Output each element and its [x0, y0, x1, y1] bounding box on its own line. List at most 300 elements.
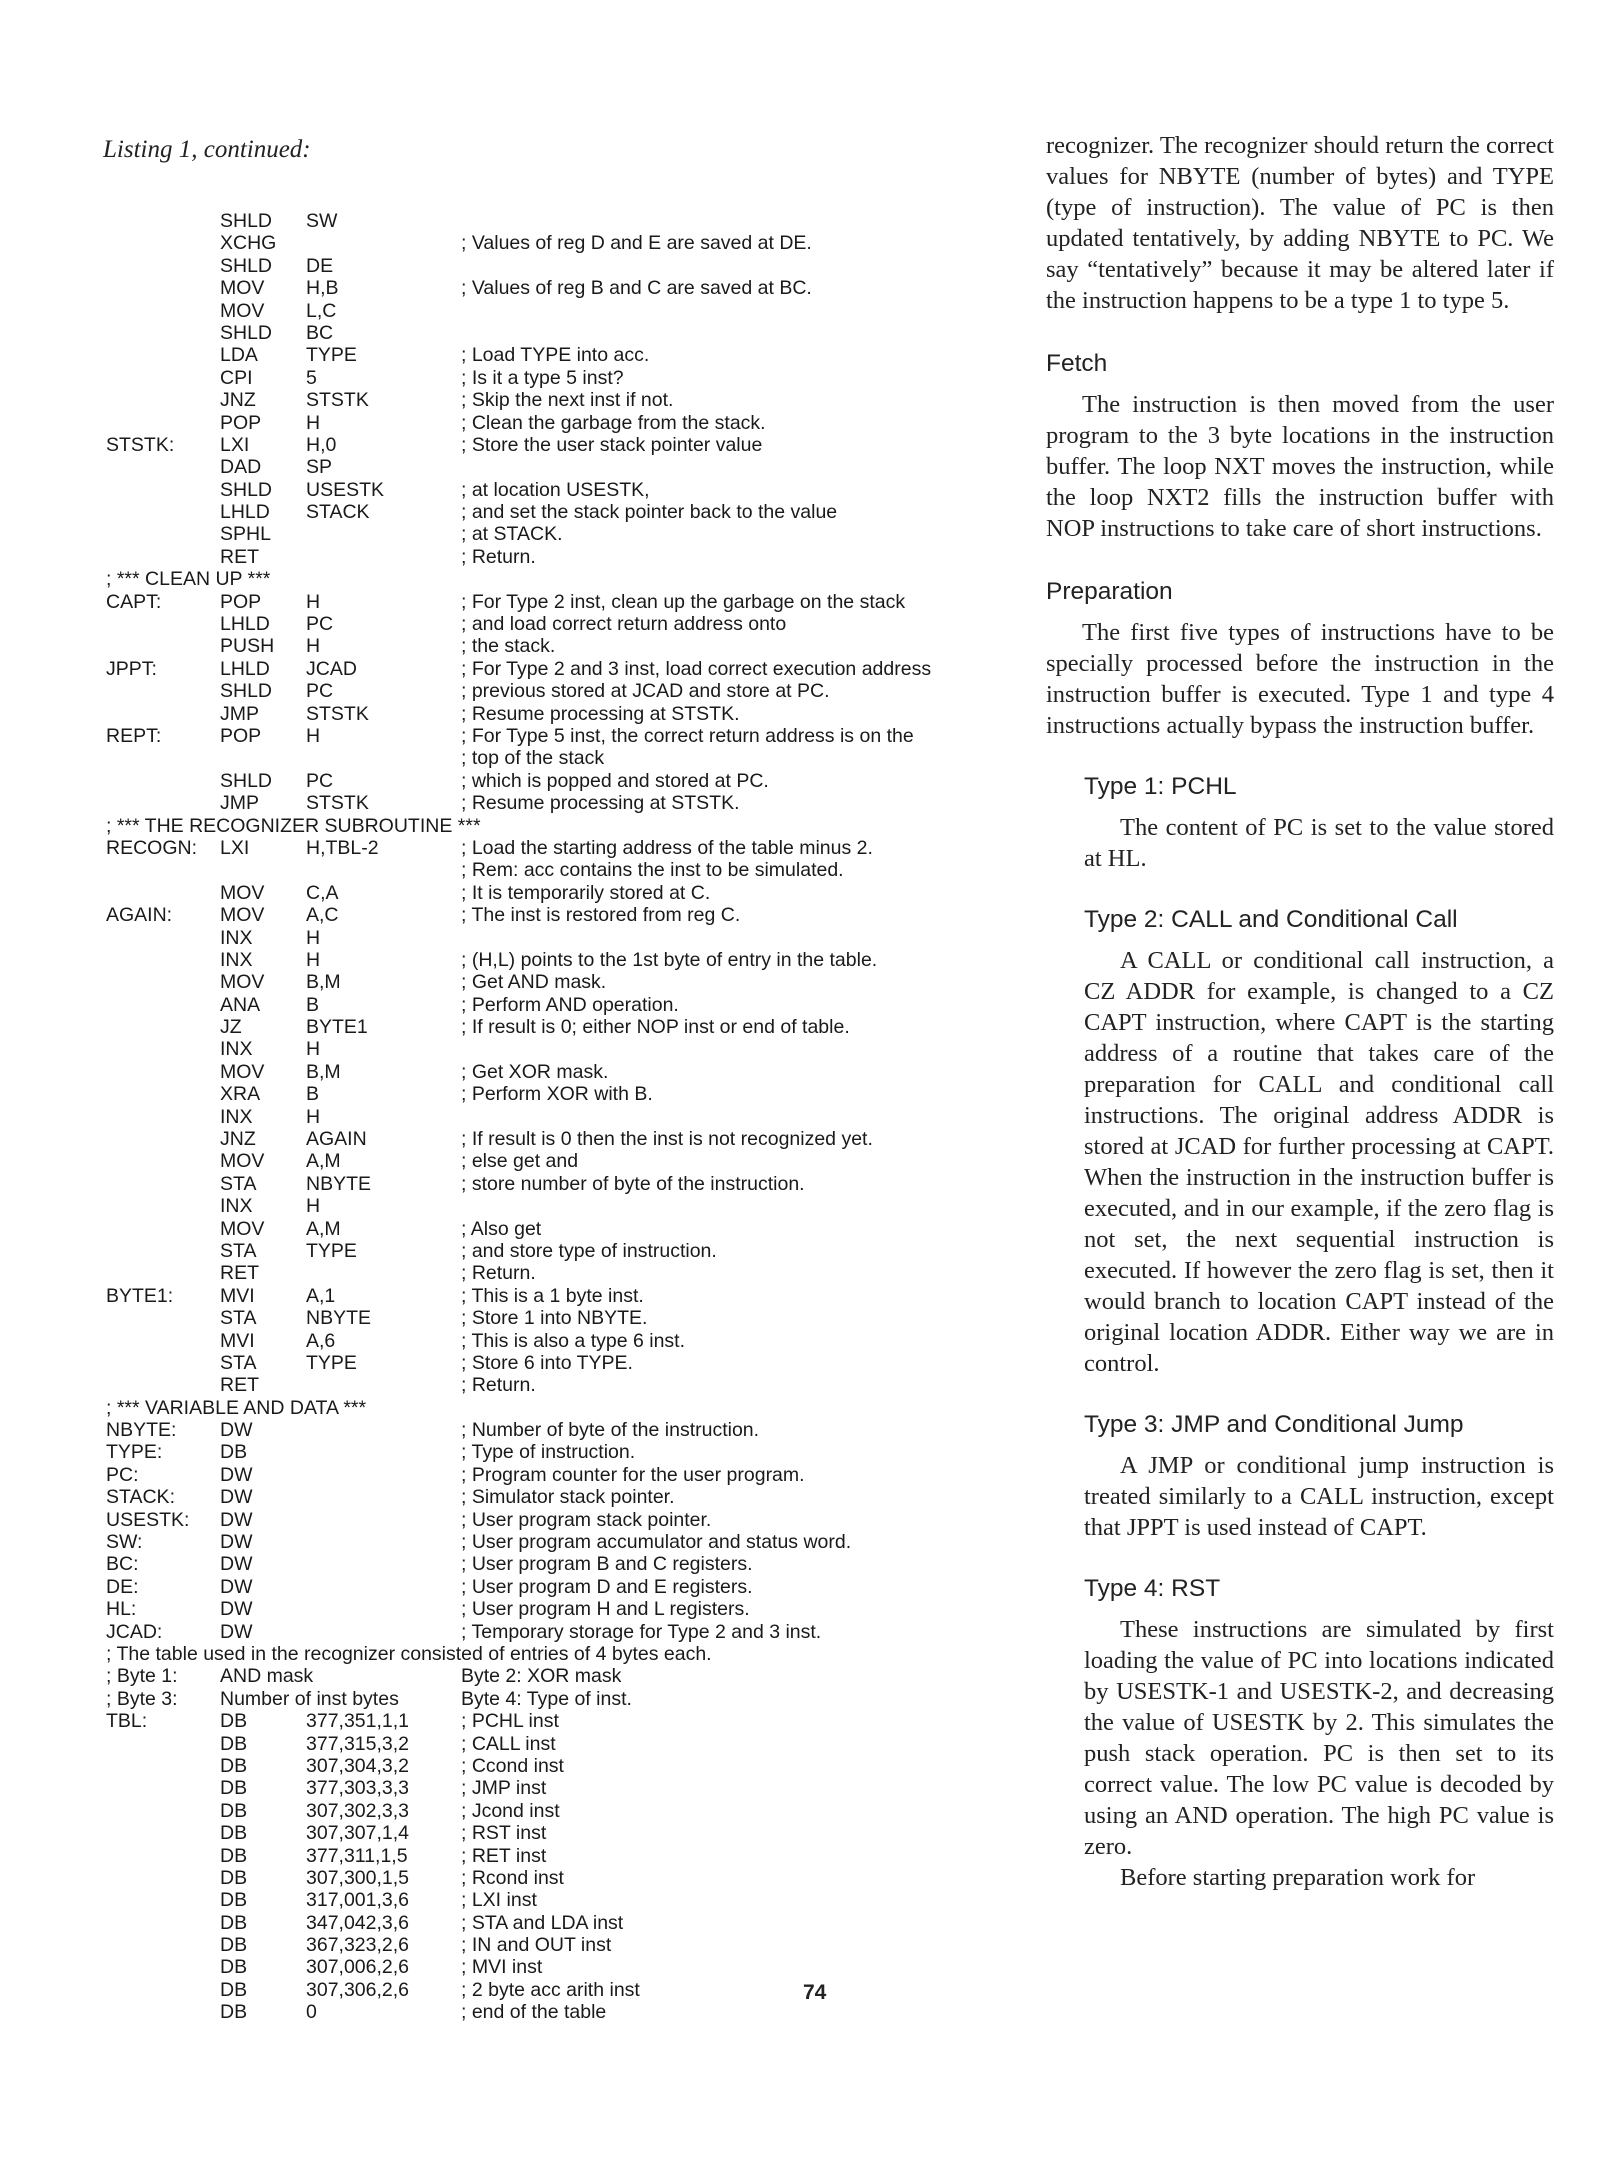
listing-comment: ; Type of instruction.	[461, 1441, 636, 1464]
listing-comment: ; User program accumulator and status word.	[461, 1531, 852, 1554]
listing-label: USESTK:	[106, 1508, 190, 1531]
listing-comment: ; Also get	[461, 1217, 542, 1240]
listing-row	[106, 1218, 1006, 1240]
listing-row	[106, 344, 1006, 366]
listing-row	[106, 523, 1006, 545]
listing-label: TBL:	[106, 1710, 148, 1733]
listing-row	[106, 1374, 1006, 1396]
listing-row	[106, 1464, 1006, 1486]
intro-paragraph: recognizer. The recognizer should return the correct values for NBYTE (number of bytes) and TYPE (type of instruction). The value of PC is then updated tentatively, by adding NBYTE to PC. We say “tentatively” because it may be altered later if the instruction happens to be a type 1 to type 5.	[1046, 132, 1554, 314]
listing-opcode: SHLD	[220, 680, 273, 703]
listing-comment: ; Simulator stack pointer.	[461, 1486, 675, 1509]
listing-row	[106, 1038, 1006, 1060]
listing-opcode: DW	[220, 1620, 253, 1643]
listing-comment: ; For Type 2 and 3 inst, load correct execution address	[461, 657, 932, 680]
listing-comment: ; Resume processing at STSTK.	[461, 792, 740, 815]
listing-operand: AGAIN	[306, 1128, 367, 1151]
listing-comment: ; Return.	[461, 1262, 536, 1285]
listing-opcode: DAD	[220, 456, 262, 479]
listing-row	[106, 1956, 1006, 1978]
listing-opcode: DB	[220, 1710, 248, 1733]
listing-comment: ; Store 6 into TYPE.	[461, 1351, 633, 1374]
listing-comment: ; Temporary storage for Type 2 and 3 inst.	[461, 1620, 822, 1643]
listing-comment: ; If result is 0; either NOP inst or end of table.	[461, 1016, 850, 1039]
listing-caption: Listing 1, continued:	[103, 136, 311, 163]
listing-row	[106, 322, 1006, 344]
listing-opcode: MOV	[220, 299, 265, 322]
listing-row	[106, 546, 1006, 568]
listing-row	[106, 1845, 1006, 1867]
listing-comment: ; Values of reg B and C are saved at BC.	[461, 277, 812, 300]
listing-label: DE:	[106, 1575, 139, 1598]
listing-comment: ; Jcond inst	[461, 1799, 560, 1822]
listing-label: NBYTE:	[106, 1419, 177, 1442]
listing-operand: A,6	[306, 1329, 336, 1352]
listing-comment: ; Program counter for the user program.	[461, 1463, 805, 1486]
listing-comment: ; PCHL inst	[461, 1710, 559, 1733]
listing-operand: BYTE1	[306, 1016, 368, 1039]
listing-row	[106, 1397, 1006, 1419]
listing-opcode: STA	[220, 1172, 257, 1195]
listing-operand: 367,323,2,6	[306, 1934, 410, 1957]
listing-opcode: JMP	[220, 702, 259, 725]
listing-operand: 377,303,3,3	[306, 1777, 410, 1800]
listing-opcode: SHLD	[220, 478, 273, 501]
code-listing	[106, 210, 1006, 2024]
type4-heading: Type 4: RST	[1084, 1575, 1221, 1602]
listing-label: REPT:	[106, 724, 162, 747]
listing-opcode: CPI	[220, 366, 253, 389]
listing-opcode: STA	[220, 1307, 257, 1330]
listing-comment: ; and store type of instruction.	[461, 1239, 717, 1262]
listing-label: RECOGN:	[106, 836, 198, 859]
listing-comment: ; User program stack pointer.	[461, 1508, 712, 1531]
listing-operand: C,A	[306, 881, 339, 904]
listing-comment: ; JMP inst	[461, 1777, 547, 1800]
listing-row	[106, 1621, 1006, 1643]
listing-opcode: MOV	[220, 881, 265, 904]
continuation-paragraph: Before starting preparation work for	[1120, 1864, 1476, 1891]
listing-opcode: XCHG	[220, 232, 277, 255]
listing-row	[106, 680, 1006, 702]
listing-comment: ; RST inst	[461, 1822, 547, 1845]
listing-label: ; Byte 1:	[106, 1665, 178, 1688]
listing-row	[106, 1889, 1006, 1911]
listing-row	[106, 1486, 1006, 1508]
page-number: 74	[803, 1981, 827, 2004]
listing-row	[106, 927, 1006, 949]
listing-comment: ; If result is 0 then the inst is not recognized yet.	[461, 1128, 873, 1151]
listing-comment: ; store number of byte of the instruction.	[461, 1172, 805, 1195]
listing-label: JCAD:	[106, 1620, 163, 1643]
listing-operand: 307,307,1,4	[306, 1822, 410, 1845]
listing-operand: H,0	[306, 433, 337, 456]
listing-operand: H,TBL-2	[306, 836, 379, 859]
type1-paragraph: The content of PC is set to the value stored at HL.	[1084, 814, 1554, 872]
listing-operand: B	[306, 993, 320, 1016]
type2-paragraph: A CALL or conditional call instruction, a CZ ADDR for example, is changed to a CZ CAPT instruction, where CAPT is the starting address of a routine that takes care of the preparation for CALL and conditional call instructions. The original address ADDR is stored at JCAD for further processing at CAPT. When the instruction in the instruction buffer is executed, and in our example, if the zero flag is not set, the next sequential instruction is executed. If however the zero flag is set, then it would branch to location CAPT instead of the original location ADDR. Either way we are in control.	[1084, 947, 1554, 1377]
listing-opcode: AND mask	[220, 1665, 314, 1688]
listing-row	[106, 277, 1006, 299]
listing-operand: B	[306, 1083, 320, 1106]
listing-comment: ; The inst is restored from reg C.	[461, 904, 741, 927]
listing-comment: ; the stack.	[461, 635, 556, 658]
listing-row	[106, 770, 1006, 792]
listing-row	[106, 1576, 1006, 1598]
listing-opcode: MOV	[220, 971, 265, 994]
listing-row	[106, 1867, 1006, 1889]
listing-comment: ; at STACK.	[461, 523, 563, 546]
listing-comment: ; CALL inst	[461, 1732, 556, 1755]
listing-operand: STACK	[306, 501, 370, 524]
listing-comment: ; Store the user stack pointer value	[461, 433, 763, 456]
listing-row	[106, 479, 1006, 501]
listing-operand: B,M	[306, 1060, 341, 1083]
listing-opcode: RET	[220, 545, 259, 568]
listing-operand: H,B	[306, 277, 339, 300]
listing-opcode: INX	[220, 1195, 253, 1218]
listing-comment: ; Is it a type 5 inst?	[461, 366, 624, 389]
fetch-heading: Fetch	[1046, 350, 1108, 377]
listing-comment: ; at location USESTK,	[461, 478, 650, 501]
listing-opcode: MOV	[220, 1060, 265, 1083]
listing-row	[106, 792, 1006, 814]
listing-row	[106, 255, 1006, 277]
listing-comment: ; Return.	[461, 1374, 536, 1397]
listing-comment: ; else get and	[461, 1150, 579, 1173]
listing-opcode: DW	[220, 1486, 253, 1509]
listing-operand: 377,311,1,5	[306, 1844, 408, 1867]
listing-opcode: POP	[220, 724, 262, 747]
listing-opcode: SPHL	[220, 523, 271, 546]
listing-row	[106, 1061, 1006, 1083]
listing-row	[106, 1598, 1006, 1620]
listing-section-header: ; The table used in the recognizer consisted of entries of 4 bytes each.	[106, 1643, 712, 1665]
listing-comment: ; Get XOR mask.	[461, 1060, 609, 1083]
listing-row	[106, 1777, 1006, 1799]
listing-opcode: DB	[220, 1441, 248, 1464]
listing-opcode: ANA	[220, 993, 261, 1016]
listing-row	[106, 1128, 1006, 1150]
listing-row	[106, 568, 1006, 590]
listing-opcode: SHLD	[220, 769, 273, 792]
listing-row	[106, 1419, 1006, 1441]
listing-opcode: DW	[220, 1553, 253, 1576]
listing-opcode: PUSH	[220, 635, 275, 658]
preparation-heading: Preparation	[1046, 578, 1173, 605]
listing-row	[106, 232, 1006, 254]
listing-row	[106, 1330, 1006, 1352]
listing-row	[106, 994, 1006, 1016]
type3-paragraph: A JMP or conditional jump instruction is treated similarly to a CALL instruction, except that JPPT is used instead of CAPT.	[1084, 1452, 1554, 1541]
listing-opcode: XRA	[220, 1083, 261, 1106]
listing-opcode: DB	[220, 1911, 248, 1934]
listing-opcode: DB	[220, 1754, 248, 1777]
listing-operand: 377,351,1,1	[306, 1710, 410, 1733]
listing-label: BYTE1:	[106, 1284, 174, 1307]
listing-operand: H	[306, 1038, 321, 1061]
listing-comment: ; Perform AND operation.	[461, 993, 679, 1016]
listing-operand: H	[306, 590, 321, 613]
listing-section-header: ; *** THE RECOGNIZER SUBROUTINE ***	[106, 814, 481, 837]
listing-row	[106, 1755, 1006, 1777]
listing-opcode: POP	[220, 590, 262, 613]
listing-label: TYPE:	[106, 1441, 163, 1464]
listing-row	[106, 1509, 1006, 1531]
listing-operand: PC	[306, 680, 334, 703]
listing-operand: NBYTE	[306, 1172, 372, 1195]
listing-opcode: STA	[220, 1239, 257, 1262]
listing-operand: TYPE	[306, 1239, 357, 1262]
listing-operand: STSTK	[306, 389, 369, 412]
listing-opcode: LXI	[220, 836, 250, 859]
listing-comment: ; User program H and L registers.	[461, 1598, 750, 1621]
listing-comment: ; RET inst	[461, 1844, 547, 1867]
listing-comment: ; Rcond inst	[461, 1866, 564, 1889]
listing-label: STSTK:	[106, 433, 175, 456]
listing-operand: TYPE	[306, 1351, 357, 1374]
listing-comment: ; Resume processing at STSTK.	[461, 702, 740, 725]
listing-opcode: DB	[220, 1777, 248, 1800]
listing-section-header: ; *** CLEAN UP ***	[106, 568, 271, 591]
listing-comment: ; (H,L) points to the 1st byte of entry in the table.	[461, 948, 878, 971]
listing-row	[106, 725, 1006, 747]
listing-operand: H	[306, 926, 321, 949]
listing-comment: ; Get AND mask.	[461, 971, 607, 994]
listing-row	[106, 1934, 1006, 1956]
listing-row	[106, 1912, 1006, 1934]
listing-row	[106, 434, 1006, 456]
listing-row	[106, 389, 1006, 411]
listing-operand: BC	[306, 321, 334, 344]
listing-label: ; Byte 3:	[106, 1687, 178, 1710]
listing-operand: STSTK	[306, 702, 369, 725]
listing-opcode: JZ	[220, 1016, 242, 1039]
listing-comment: ; Skip the next inst if not.	[461, 389, 674, 412]
listing-comment: ; STA and LDA inst	[461, 1911, 624, 1934]
listing-comment: ; Load TYPE into acc.	[461, 344, 650, 367]
listing-operand: 307,306,2,6	[306, 1978, 410, 2001]
listing-opcode: POP	[220, 411, 262, 434]
listing-opcode: DB	[220, 1978, 248, 2001]
listing-comment: ; Rem: acc contains the inst to be simulated.	[461, 859, 844, 882]
listing-comment: ; and set the stack pointer back to the value	[461, 501, 838, 524]
listing-opcode: LXI	[220, 433, 250, 456]
listing-operand: 317,001,3,6	[306, 1889, 410, 1912]
listing-operand: TYPE	[306, 344, 357, 367]
listing-opcode: JNZ	[220, 1128, 256, 1151]
listing-operand: L,C	[306, 299, 337, 322]
listing-row	[106, 635, 1006, 657]
listing-opcode: SHLD	[220, 254, 273, 277]
type3-heading: Type 3: JMP and Conditional Jump	[1084, 1411, 1464, 1438]
listing-operand: 0	[306, 2001, 317, 2024]
listing-row	[106, 815, 1006, 837]
listing-row	[106, 2001, 1006, 2023]
listing-operand: SP	[306, 456, 333, 479]
listing-row	[106, 1240, 1006, 1262]
listing-operand: 347,042,3,6	[306, 1911, 410, 1934]
listing-row	[106, 1106, 1006, 1128]
listing-opcode: DB	[220, 1934, 248, 1957]
listing-operand: H	[306, 724, 321, 747]
type4-paragraph: These instructions are simulated by first loading the value of PC into locations indicated by USESTK-1 and USESTK-2, and decreasing the value of USESTK by 2. This simulates the push stack operation. PC is then set to its correct value. The low PC value is decoded by using an AND operation. The high PC value is zero.	[1084, 1616, 1554, 1860]
listing-label: PC:	[106, 1463, 139, 1486]
listing-operand: A,1	[306, 1284, 336, 1307]
listing-row	[106, 591, 1006, 613]
listing-opcode: MOV	[220, 904, 265, 927]
listing-comment: ; MVI inst	[461, 1956, 543, 1979]
article-column	[1046, 130, 1554, 1893]
listing-comment: ; Store 1 into NBYTE.	[461, 1307, 648, 1330]
listing-row	[106, 703, 1006, 725]
listing-operand: H	[306, 411, 321, 434]
listing-operand: NBYTE	[306, 1307, 372, 1330]
listing-operand: 307,006,2,6	[306, 1956, 410, 1979]
listing-row	[106, 1710, 1006, 1732]
listing-opcode: SHLD	[220, 210, 273, 232]
listing-label: AGAIN:	[106, 904, 173, 927]
listing-comment: ; Return.	[461, 545, 536, 568]
listing-label: HL:	[106, 1598, 137, 1621]
listing-comment: ; This is also a type 6 inst.	[461, 1329, 685, 1352]
listing-row	[106, 1643, 1006, 1665]
listing-operand: 307,304,3,2	[306, 1754, 410, 1777]
listing-opcode: DW	[220, 1419, 253, 1442]
listing-opcode: LHLD	[220, 657, 270, 680]
listing-opcode: INX	[220, 926, 253, 949]
listing-comment: ; IN and OUT inst	[461, 1934, 612, 1957]
listing-comment: ; end of the table	[461, 2001, 607, 2024]
listing-opcode: INX	[220, 1105, 253, 1128]
listing-row	[106, 1553, 1006, 1575]
listing-label: BC:	[106, 1553, 139, 1576]
listing-operand: H	[306, 1195, 321, 1218]
listing-row	[106, 1441, 1006, 1463]
listing-comment: ; 2 byte acc arith inst	[461, 1978, 640, 2001]
listing-opcode: LDA	[220, 344, 258, 367]
listing-opcode: DW	[220, 1575, 253, 1598]
listing-comment: ; Number of byte of the instruction.	[461, 1419, 760, 1442]
listing-row	[106, 1733, 1006, 1755]
listing-comment: ; Clean the garbage from the stack.	[461, 411, 766, 434]
listing-opcode: LHLD	[220, 501, 270, 524]
listing-row	[106, 1822, 1006, 1844]
listing-comment: ; It is temporarily stored at C.	[461, 881, 711, 904]
listing-operand: JCAD	[306, 657, 357, 680]
listing-comment: ; Load the starting address of the table minus 2.	[461, 836, 873, 859]
listing-row	[106, 971, 1006, 993]
listing-opcode: STA	[220, 1351, 257, 1374]
listing-opcode: MVI	[220, 1284, 255, 1307]
listing-row	[106, 1979, 1006, 2001]
listing-operand: H	[306, 635, 321, 658]
listing-opcode: RET	[220, 1262, 259, 1285]
listing-comment: ; top of the stack	[461, 747, 605, 770]
listing-row	[106, 1150, 1006, 1172]
listing-operand: H	[306, 948, 321, 971]
listing-operand: B,M	[306, 971, 341, 994]
listing-operand: SW	[306, 210, 338, 232]
listing-comment: ; which is popped and stored at PC.	[461, 769, 769, 792]
listing-row	[106, 837, 1006, 859]
listing-operand: 377,315,3,2	[306, 1732, 410, 1755]
type2-heading: Type 2: CALL and Conditional Call	[1084, 906, 1458, 933]
listing-opcode: MVI	[220, 1329, 255, 1352]
listing-row	[106, 1352, 1006, 1374]
listing-comment: ; LXI inst	[461, 1889, 537, 1912]
listing-row	[106, 1285, 1006, 1307]
listing-comment: ; For Type 2 inst, clean up the garbage on the stack	[461, 590, 906, 613]
listing-comment: ; User program B and C registers.	[461, 1553, 753, 1576]
listing-opcode: INX	[220, 948, 253, 971]
listing-row	[106, 949, 1006, 971]
listing-row	[106, 1262, 1006, 1284]
listing-comment: Byte 2: XOR mask	[461, 1665, 622, 1688]
listing-row	[106, 1307, 1006, 1329]
listing-opcode: INX	[220, 1038, 253, 1061]
listing-opcode: DW	[220, 1531, 253, 1554]
listing-label: STACK:	[106, 1486, 175, 1509]
listing-label: CAPT:	[106, 590, 162, 613]
preparation-paragraph: The first five types of instructions have to be specially processed before the instruction in the instruction buffer is executed. Type 1 and type 4 instructions actually bypass the instruction buffer.	[1046, 619, 1554, 739]
listing-opcode: Number of inst bytes	[220, 1687, 399, 1710]
listing-opcode: JMP	[220, 792, 259, 815]
listing-row	[106, 456, 1006, 478]
listing-row	[106, 1173, 1006, 1195]
listing-opcode: DB	[220, 1844, 248, 1867]
listing-row	[106, 210, 1006, 232]
listing-opcode: DB	[220, 1866, 248, 1889]
listing-operand: A,M	[306, 1150, 341, 1173]
listing-opcode: JNZ	[220, 389, 256, 412]
listing-operand: 5	[306, 366, 317, 389]
listing-opcode: RET	[220, 1374, 259, 1397]
listing-operand: 307,300,1,5	[306, 1866, 410, 1889]
listing-opcode: DB	[220, 2001, 248, 2024]
listing-opcode: DW	[220, 1598, 253, 1621]
listing-opcode: MOV	[220, 1150, 265, 1173]
listing-comment: ; Ccond inst	[461, 1754, 564, 1777]
listing-comment: ; and load correct return address onto	[461, 613, 787, 636]
listing-opcode: DB	[220, 1732, 248, 1755]
listing-operand: DE	[306, 254, 334, 277]
listing-operand: 307,302,3,3	[306, 1799, 410, 1822]
listing-operand: A,C	[306, 904, 339, 927]
listing-row	[106, 747, 1006, 769]
listing-row	[106, 904, 1006, 926]
listing-row	[106, 1531, 1006, 1553]
listing-operand: USESTK	[306, 478, 385, 501]
listing-opcode: DB	[220, 1822, 248, 1845]
listing-comment: ; Values of reg D and E are saved at DE.	[461, 232, 812, 255]
listing-opcode: MOV	[220, 277, 265, 300]
listing-label: JPPT:	[106, 657, 157, 680]
listing-comment: ; For Type 5 inst, the correct return address is on the	[461, 724, 914, 747]
listing-row	[106, 1083, 1006, 1105]
listing-row	[106, 882, 1006, 904]
listing-comment: ; Perform XOR with B.	[461, 1083, 653, 1106]
listing-operand: H	[306, 1105, 321, 1128]
listing-operand: PC	[306, 613, 334, 636]
listing-row	[106, 412, 1006, 434]
listing-opcode: DW	[220, 1508, 253, 1531]
listing-opcode: DB	[220, 1956, 248, 1979]
listing-comment: ; User program D and E registers.	[461, 1575, 753, 1598]
listing-row	[106, 1665, 1006, 1687]
listing-comment: ; This is a 1 byte inst.	[461, 1284, 644, 1307]
listing-row	[106, 1195, 1006, 1217]
